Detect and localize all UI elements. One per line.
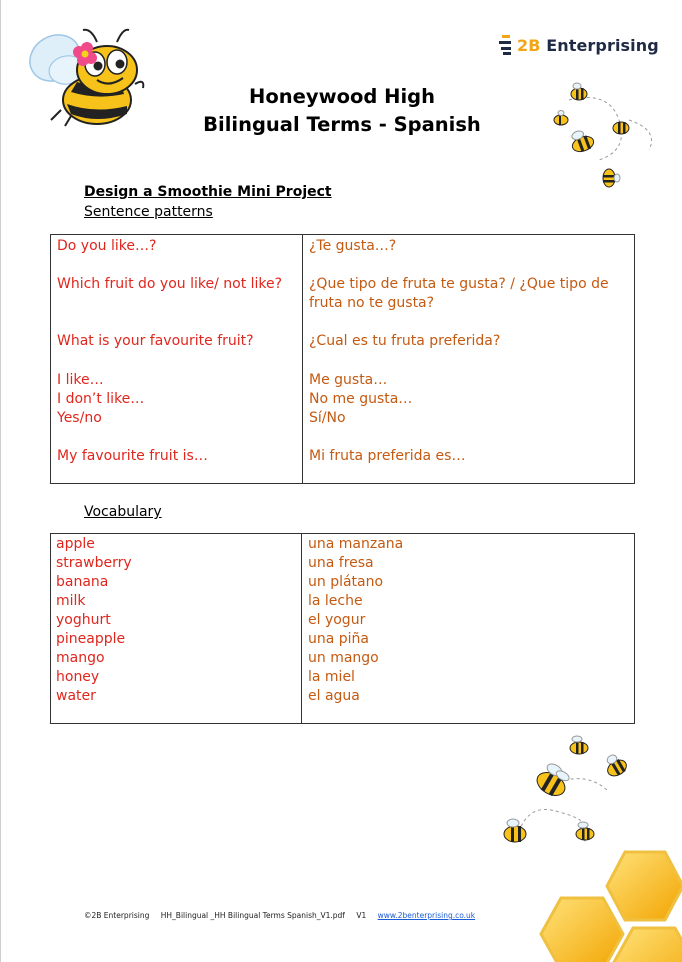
sentence-es: ¿Cual es tu fruta preferida? — [309, 333, 501, 349]
vocabulary-item: apple — [56, 536, 95, 552]
table-divider — [301, 534, 302, 723]
small-bee-icon — [568, 127, 596, 154]
vocabulary-item: mango — [56, 650, 105, 666]
footer-copyright: ©2B Enterprising — [84, 911, 150, 920]
footer-version: V1 — [356, 911, 367, 920]
vocabulary-item: milk — [56, 593, 86, 609]
honeycomb-icon — [515, 848, 682, 962]
vocabulary-item: el yogur — [308, 612, 366, 628]
vocabulary-item: la leche — [308, 593, 363, 609]
sentence-en: What is your favourite fruit? — [57, 333, 254, 349]
vocabulary-item: un mango — [308, 650, 379, 666]
project-title: Design a Smoothie Mini Project — [84, 184, 332, 200]
sentence-es: ¿Que tipo de fruta te gusta? / ¿Que tipo de fruta no te gusta? — [309, 276, 609, 311]
vocabulary-item: strawberry — [56, 555, 132, 571]
brand-logo-icon — [499, 35, 513, 55]
vocabulary-heading: Vocabulary — [84, 504, 162, 520]
vocabulary-item: una piña — [308, 631, 370, 647]
page-title — [161, 83, 523, 139]
bee-swarm-bottom — [489, 732, 639, 852]
small-bee-icon — [571, 83, 587, 100]
small-bee-icon — [533, 760, 573, 800]
bee-swarm-top — [549, 80, 663, 194]
footer-filename: HH_Bilingual _HH Bilingual Terms Spanish_V1.pdf — [160, 911, 345, 920]
small-bee-icon — [601, 751, 629, 779]
small-bee-icon — [504, 819, 526, 842]
vocabulary-item: banana — [56, 574, 109, 590]
small-bee-icon — [570, 736, 588, 754]
footer — [84, 911, 484, 920]
vocabulary-es-column — [308, 535, 403, 706]
vocabulary-item: pineapple — [56, 631, 126, 647]
table-divider — [302, 235, 303, 483]
vocabulary-item: una manzana — [308, 536, 404, 552]
vocabulary-item: el agua — [308, 688, 360, 704]
vocabulary-item: la miel — [308, 669, 355, 685]
small-bee-icon — [576, 822, 594, 840]
vocabulary-item: water — [56, 688, 96, 704]
small-bee-icon — [603, 169, 620, 187]
sentence-es: Mi fruta preferida es… — [309, 448, 466, 464]
small-bee-icon — [613, 122, 629, 134]
sentence-patterns-heading: Sentence patterns — [84, 204, 213, 220]
small-bee-icon — [554, 111, 568, 126]
vocabulary-item: una fresa — [308, 555, 374, 571]
brand-name: 2B Enterprising — [517, 35, 659, 55]
mascot-bee-icon — [25, 18, 151, 130]
vocabulary-item: un plátano — [308, 574, 384, 590]
sentence-es: Me gusta… No me gusta… Sí/No — [309, 372, 413, 426]
footer-website-link[interactable]: www.2benterprising.co.uk — [377, 911, 476, 920]
sentence-en: I like… I don’t like… Yes/no — [57, 372, 145, 426]
vocabulary-item: yoghurt — [56, 612, 111, 628]
vocabulary-item: honey — [56, 669, 100, 685]
sentence-en: My favourite fruit is… — [57, 448, 208, 464]
sentence-en: Which fruit do you like/ not like? — [57, 276, 283, 292]
sentence-en: Do you like…? — [57, 238, 157, 254]
brand-logo — [499, 35, 659, 55]
sentence-es: ¿Te gusta…? — [309, 238, 397, 254]
document-title: Bilingual Terms - Spanish — [203, 113, 481, 136]
school-name: Honeywood High — [249, 85, 435, 108]
vocabulary-en-column — [56, 535, 132, 706]
